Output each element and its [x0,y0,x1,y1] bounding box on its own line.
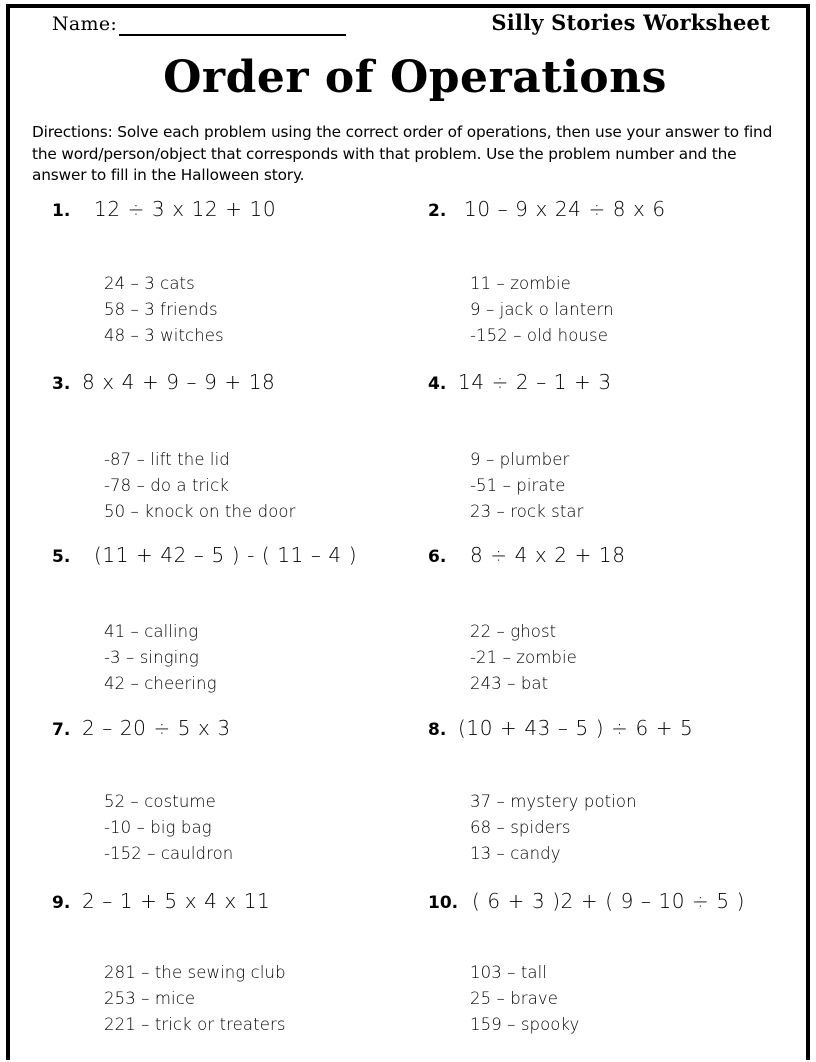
answer-choices [428,789,792,866]
problem-row [22,197,794,370]
page-title: Order of Operations [163,52,667,103]
answer-choice[interactable]: -78 – do a trick [104,475,229,495]
problem-expression: 12 ÷ 3 x 12 + 10 [94,197,277,222]
problem-row [22,889,794,1062]
answer-choice[interactable]: -51 – pirate [470,475,566,495]
problem-expression: 2 – 1 + 5 x 4 x 11 [82,889,271,914]
problem-number: 3. [52,374,71,395]
problem-number: 2. [428,201,447,222]
problem-expression: 2 – 20 ÷ 5 x 3 [82,716,231,741]
problem-statement [428,889,792,913]
answer-choice[interactable]: 23 – rock star [470,501,584,521]
answer-choice[interactable]: 243 – bat [470,673,549,693]
problem-number: 8. [428,720,447,741]
problem-expression: 10 – 9 x 24 ÷ 8 x 6 [464,197,666,222]
problem-9 [22,889,420,1062]
worksheet-header [22,0,794,52]
problem-statement [428,370,792,394]
problem-statement [52,370,420,394]
problem-row [22,543,794,716]
problem-row [22,370,794,543]
answer-choices [428,271,792,348]
answer-choices [52,271,420,348]
problem-10 [420,889,792,1062]
problem-statement [52,543,420,567]
answer-choice[interactable]: 48 – 3 witches [104,325,224,345]
problem-number: 5. [52,547,71,568]
problem-expression: (11 + 42 – 5 ) - ( 11 – 4 ) [94,543,358,568]
answer-choice[interactable]: 13 – candy [470,843,561,863]
answer-choice[interactable]: 281 – the sewing club [104,963,286,983]
problem-number: 10. [428,893,459,914]
answer-choice[interactable]: -152 – cauldron [104,843,234,863]
problem-statement [428,543,792,567]
answer-choice[interactable]: 253 – mice [104,988,196,1008]
problem-statement [52,889,420,913]
answer-choices [428,447,792,524]
answer-choice[interactable]: -87 – lift the lid [104,450,230,470]
problem-expression: 8 ÷ 4 x 2 + 18 [470,543,626,568]
problem-number: 9. [52,893,71,914]
problem-statement [428,197,792,221]
problem-3 [22,370,420,543]
answer-choice[interactable]: 159 – spooky [470,1014,580,1034]
name-label: Name: [52,13,118,35]
problems-grid [22,197,794,1062]
answer-choice[interactable]: 37 – mystery potion [470,792,637,812]
answer-choice[interactable]: 41 – calling [104,622,199,642]
problem-number: 6. [428,547,447,568]
problem-number: 1. [52,201,71,222]
problem-5 [22,543,420,716]
answer-choice[interactable]: 221 – trick or treaters [104,1014,286,1034]
problem-number: 4. [428,374,447,395]
problem-1 [22,197,420,370]
answer-choice[interactable]: 11 – zombie [470,274,571,294]
answer-choice[interactable]: 68 – spiders [470,817,571,837]
answer-choices [428,619,792,696]
answer-choice[interactable]: -3 – singing [104,647,199,667]
problem-8 [420,716,792,889]
answer-choice[interactable]: 50 – knock on the door [104,501,296,521]
answer-choice[interactable]: 22 – ghost [470,622,557,642]
problem-7 [22,716,420,889]
answer-choices [52,447,420,524]
problem-number: 7. [52,720,71,741]
answer-choice[interactable]: 24 – 3 cats [104,274,195,294]
problem-2 [420,197,792,370]
problem-expression: 8 x 4 + 9 – 9 + 18 [82,370,276,395]
answer-choice[interactable]: 58 – 3 friends [104,299,218,319]
worksheet-series-title: Silly Stories Worksheet [491,10,770,35]
answer-choices [428,960,792,1037]
answer-choices [52,789,420,866]
answer-choice[interactable]: 52 – costume [104,792,216,812]
name-input-line[interactable] [119,14,346,36]
problem-row [22,716,794,889]
answer-choices [52,960,420,1037]
answer-choice[interactable]: 9 – jack o lantern [470,299,614,319]
name-field-group [52,14,346,36]
directions-text: Directions: Solve each problem using the correct order of operations, then use your answer to find the word/person/object that corresponds with that problem. Use the problem number and the answer to fill in the Halloween story. [32,123,773,185]
answer-choice[interactable]: -21 – zombie [470,647,577,667]
answer-choices [52,619,420,696]
answer-choice[interactable]: -152 – old house [470,325,608,345]
problem-6 [420,543,792,716]
problem-4 [420,370,792,543]
answer-choice[interactable]: 103 – tall [470,963,547,983]
problem-expression: ( 6 + 3 )2 + ( 9 – 10 ÷ 5 ) [472,889,746,914]
answer-choice[interactable]: -10 – big bag [104,817,212,837]
problem-expression: (10 + 43 – 5 ) ÷ 6 + 5 [458,716,694,741]
problem-statement [52,716,420,740]
answer-choice[interactable]: 9 – plumber [470,450,570,470]
problem-statement [428,716,792,740]
problem-expression: 14 ÷ 2 – 1 + 3 [458,370,612,395]
answer-choice[interactable]: 42 – cheering [104,673,217,693]
problem-statement [52,197,420,221]
answer-choice[interactable]: 25 – brave [470,988,559,1008]
